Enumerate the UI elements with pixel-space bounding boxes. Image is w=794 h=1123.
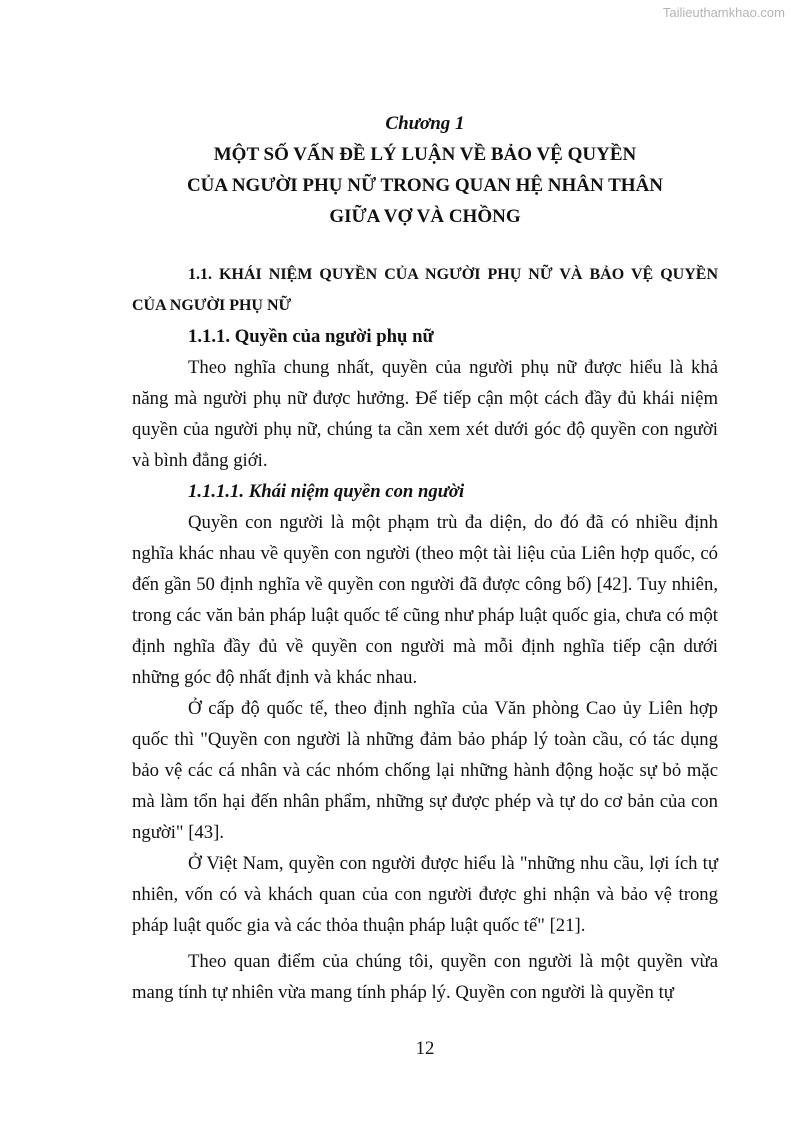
watermark: Tailieuthamkhao.com (662, 5, 785, 20)
text-line: quốc thì "Quyền con người là những đảm bảo pháp lý toàn cầu, có tác dụng (132, 729, 718, 750)
paragraph (132, 507, 718, 693)
text-line: năng mà người phụ nữ được hưởng. Để tiếp cận một cách đầy đủ khái niệm (132, 388, 718, 409)
text-line: định nghĩa đầy đủ về quyền con người mà mỗi định nghĩa tiếp cận dưới (132, 636, 718, 657)
text-line: đến gần 50 định nghĩa về quyền con người đã được công bố) [42]. Tuy nhiên, (132, 574, 718, 595)
subsubsection-heading: 1.1.1.1. Khái niệm quyền con người (188, 481, 465, 502)
text-line: Ở Việt Nam, quyền con người được hiểu là "những nhu cầu, lợi ích tự (188, 853, 718, 874)
subsection-heading: 1.1.1. Quyền của người phụ nữ (188, 326, 434, 347)
text-line: Ở cấp độ quốc tế, theo định nghĩa của Văn phòng Cao ủy Liên hợp (188, 698, 718, 719)
text-line: mang tính tự nhiên vừa mang tính pháp lý. Quyền con người là quyền tự (132, 982, 674, 1003)
paragraph (132, 946, 718, 1008)
text-line: những góc độ nhất định và khác nhau. (132, 667, 418, 688)
page-content (132, 108, 718, 1008)
title-line: GIỮA VỢ VÀ CHỒNG (329, 206, 521, 227)
title-line: CỦA NGƯỜI PHỤ NỮ TRONG QUAN HỆ NHÂN THÂN (186, 175, 664, 196)
text-line: mà làm tổn hại đến nhân phẩm, những sự được phép và tự do cơ bản của con (132, 791, 718, 812)
section-line: 1.1. KHÁI NIỆM QUYỀN CỦA NGƯỜI PHỤ NỮ VÀ BẢO VỆ QUYỀN (188, 266, 718, 283)
paragraph (132, 352, 718, 476)
text-line: Theo quan điểm của chúng tôi, quyền con người là một quyền vừa (188, 951, 718, 972)
text-line: người" [43]. (132, 822, 224, 843)
text-line: pháp luật quốc gia và các thỏa thuận pháp luật quốc tế" [21]. (132, 915, 586, 936)
title-line: MỘT SỐ VẤN ĐỀ LÝ LUẬN VỀ BẢO VỆ QUYỀN (213, 144, 637, 165)
chapter-title (132, 139, 718, 232)
page-number: 12 (415, 1038, 435, 1059)
text-line: Quyền con người là một phạm trù đa diện, do đó đã có nhiều định (188, 512, 718, 533)
section-line: CỦA NGƯỜI PHỤ NỮ (132, 297, 292, 314)
text-line: Theo nghĩa chung nhất, quyền của người phụ nữ được hiểu là khả (188, 357, 718, 378)
text-line: và bình đẳng giới. (132, 450, 268, 471)
text-line: bảo vệ các cá nhân và các nhóm chống lại những hành động hoặc sự bỏ mặc (132, 760, 718, 781)
paragraph (132, 693, 718, 848)
text-line: nghĩa khác nhau về quyền con người (theo một tài liệu của Liên hợp quốc, có (132, 543, 718, 564)
paragraph (132, 848, 718, 941)
section-heading (132, 259, 718, 321)
chapter-label: Chương 1 (385, 113, 465, 134)
text-line: nhiên, vốn có và khách quan của con người được ghi nhận và bảo vệ trong (132, 884, 718, 905)
text-line: quyền của người phụ nữ, chúng ta cần xem xét dưới góc độ quyền con người (132, 419, 718, 440)
text-line: trong các văn bản pháp luật quốc tế cũng như pháp luật quốc gia, chưa có một (132, 605, 718, 626)
